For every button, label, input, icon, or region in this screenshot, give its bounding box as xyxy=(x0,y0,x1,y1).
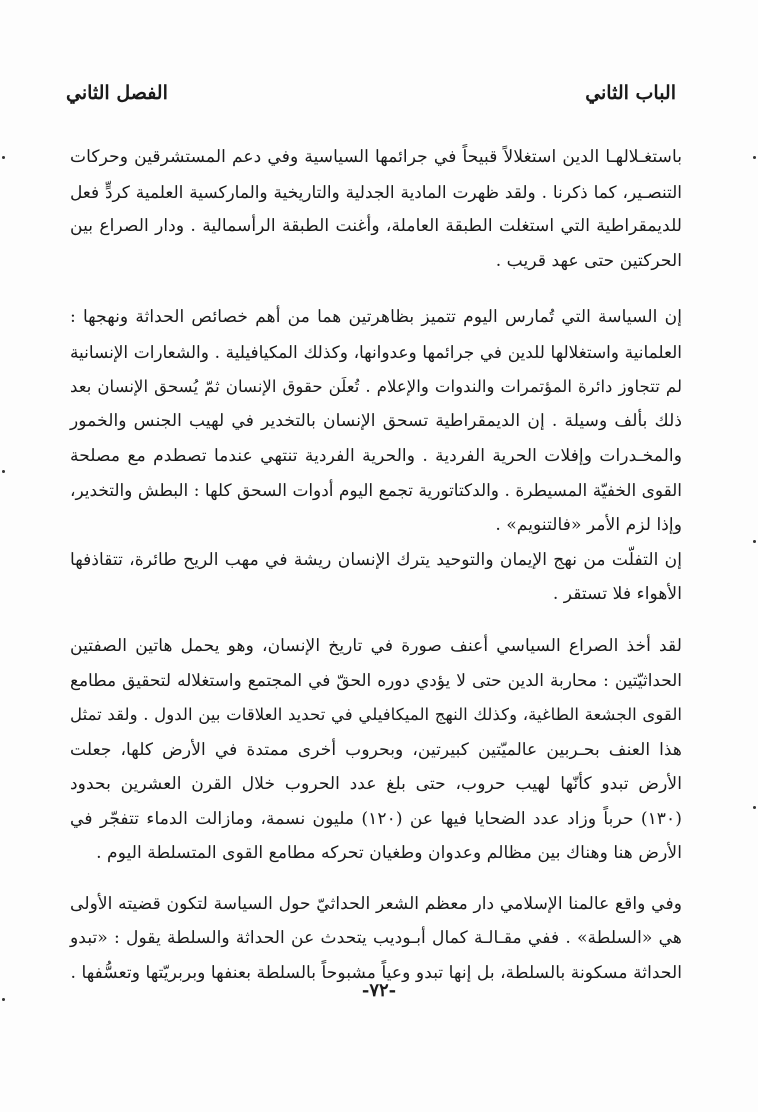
text-line: وفي واقع عالمنا الإسلامي دار معظم الشعر الحداثيّ حول السياسة لتكون قضيته الأولى xyxy=(70,893,682,914)
page-body xyxy=(70,140,682,991)
text-line: إن السياسة التي تُمارس اليوم تتميز بظاهرتين هما من أهم خصائص الحداثة ونهجها : xyxy=(70,307,682,328)
paragraph xyxy=(70,543,682,612)
running-header xyxy=(66,82,676,112)
margin-mark xyxy=(2,998,5,1001)
margin-mark xyxy=(2,156,5,159)
paragraph xyxy=(70,887,682,991)
text-line: هي «السلطة» . ففي مقـالـة كمال أبـوديب يتحدث عن الحداثة والسلطة يقول : «تبدو xyxy=(70,928,682,949)
text-line: باستغـلالهـا الدين استغلالاً قبيحاً في جرائمها السياسية وفي دعم المستشرقين وحركات xyxy=(70,147,682,167)
text-line: والمخـدرات وإفلات الحرية الفردية . والحرية الفردية تنتهي عندما تصطدم مع مصلحة xyxy=(70,445,682,466)
text-line: (١٣٠) حرباً وزاد عدد الضحايا فيها عن (١٢٠) مليون نسمة، ومازالت الدماء تتفجّر في xyxy=(70,808,682,829)
text-line: القوى الجشعة الطاغية، وكذلك النهج الميكافيلي في تحديد العلاقات بين الدول . ولقد تمثل xyxy=(70,704,682,724)
text-line: الأرض هنا وهناك بين مظالم وعدوان وطغيان تحركه مطامع القوى المتسلطة اليوم . xyxy=(96,843,682,864)
text-line: لقد أخذ الصراع السياسي أعنف صورة في تاريخ الإنسان، وهو يحمل هاتين الصفتين xyxy=(70,635,682,656)
text-line: إن التفلّت من نهج الإيمان والتوحيد يترك الإنسان ريشة في مهب الريح طائرة، تتقاذفها xyxy=(70,549,682,570)
text-line: التنصـير، كما ذكرنا . ولقد ظهرت المادية الجدلية والتاريخية والماركسية العلمية كردٍّ فعل xyxy=(70,181,682,202)
margin-mark xyxy=(2,470,5,473)
paragraph xyxy=(70,140,682,278)
text-line: الحداثة مسكونة بالسلطة، بل إنها تبدو وعياً مشبوحاً بالسلطة بعنفها وبربريّتها وتعسُّفها . xyxy=(70,963,682,984)
margin-mark xyxy=(753,540,756,543)
chapter-title: الفصل الثاني xyxy=(66,82,168,104)
text-line: العلمانية واستغلالها للدين في جرائمها وعدوانها، وكذلك المكيافيلية . والشعارات الإنسانية xyxy=(70,341,682,362)
text-line: ذلك بألف وسيلة . إن الديمقراطية تسحق الإنسان بالتخدير في لهيب الجنس والخمور xyxy=(70,411,682,432)
text-line: الأرض تبدو كأنّها لهيب حروب، حتى بلغ عدد الحروب خلال القرن العشرين بحدود xyxy=(70,774,682,795)
text-line: للديمقراطية التي استغلت الطبقة العاملة، وأغنت الطبقة الرأسمالية . ودار الصراع بين xyxy=(70,216,682,237)
text-line: الحركتين حتى عهد قريب . xyxy=(495,250,682,271)
text-line: الأهواء فلا تستقر . xyxy=(552,584,682,605)
paragraph xyxy=(70,629,682,871)
text-line: هذا العنف بحـربين عالميّتين كبيرتين، وبحروب أخرى ممتدة في الأرض كلها، جعلت xyxy=(70,739,682,760)
text-line: لم تتجاوز دائرة المؤتمرات والندوات والإعلام . تُعلَن حقوق الإنسان ثمّ يُسحق الإنسان بعد xyxy=(70,376,682,396)
text-line: وإذا لزم الأمر «فالتنويم» . xyxy=(495,514,682,535)
part-title: الباب الثاني xyxy=(585,82,676,104)
text-line: الحداثيّتين : محاربة الدين حتى لا يؤدي دوره الحقّ في المجتمع واستغلاله لتحقيق مطامع xyxy=(70,670,682,691)
margin-mark xyxy=(753,156,756,159)
page-number: -٧٢- xyxy=(361,980,397,1001)
text-line: القوى الخفيّة المسيطرة . والدكتاتورية تجمع اليوم أدوات السحق كلها : البطش والتخدير، xyxy=(70,480,682,501)
margin-mark xyxy=(753,806,756,809)
paragraph xyxy=(70,300,682,542)
